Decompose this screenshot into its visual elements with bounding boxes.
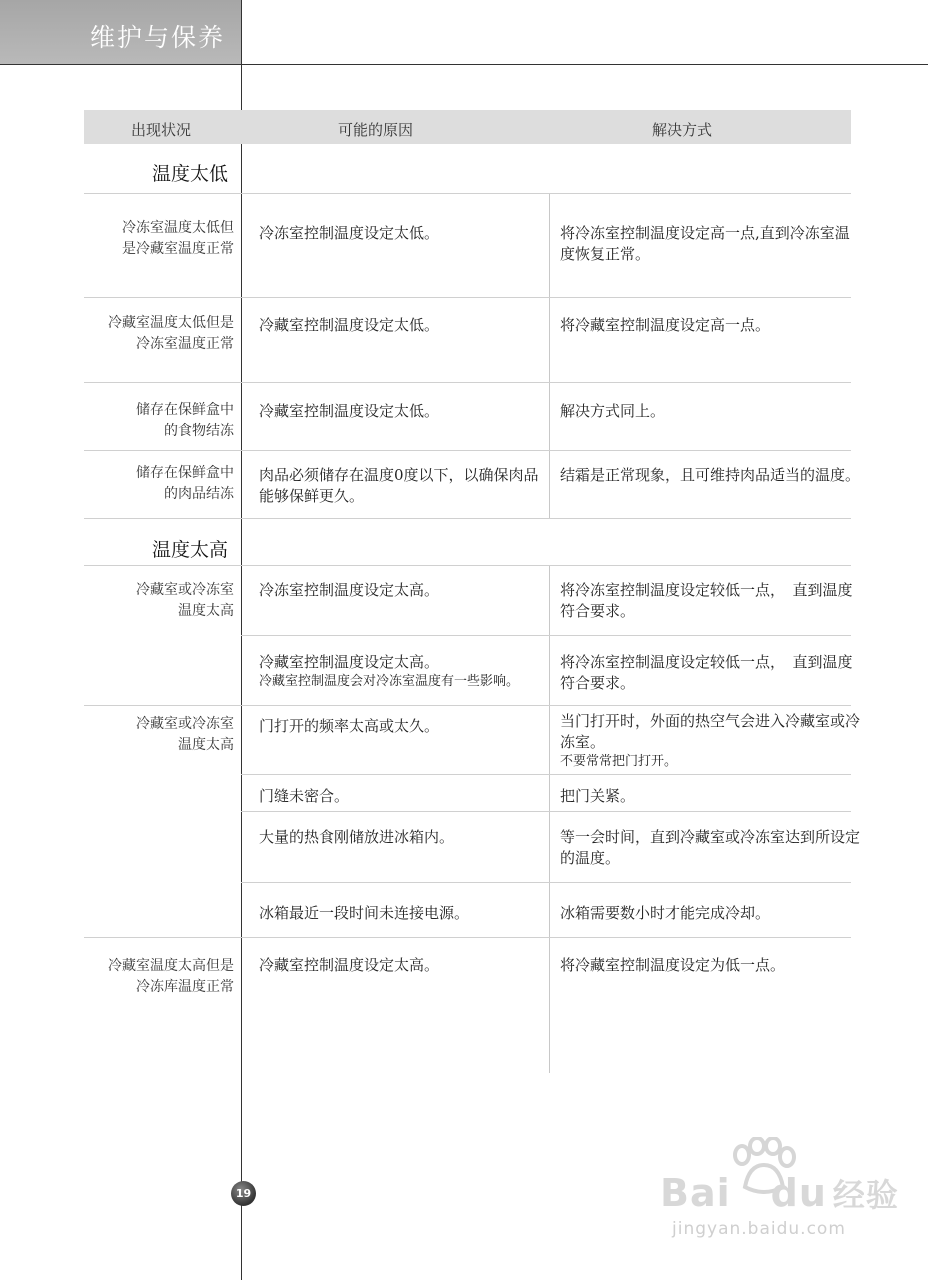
row-solution: 将冷冻室控制温度设定较低一点， 直到温度符合要求。: [560, 653, 853, 692]
row-divider: [84, 450, 851, 451]
row-cause: 冷冻室控制温度设定太高。: [259, 581, 440, 599]
watermark-url: jingyan.baidu.com: [672, 1219, 846, 1239]
solution-note: 不要常常把门打开。: [560, 754, 678, 769]
row-solution: 冰箱需要数小时才能完成冷却。: [560, 904, 771, 922]
header-cause: 可能的原因: [338, 121, 414, 139]
row-cause: 冰箱最近一段时间未连接电源。: [259, 904, 470, 922]
row-cause: 冷冻室控制温度设定太低。: [259, 224, 440, 242]
page-number: 19: [231, 1181, 256, 1206]
row-divider: [84, 297, 851, 298]
row-solution: 将冷藏室控制温度设定高一点。: [560, 316, 771, 334]
row-condition: 冷冻室温度太低但 是冷藏室温度正常: [122, 220, 234, 257]
cause-note: 冷藏室控制温度会对冷冻室温度有一些影响。: [259, 674, 520, 689]
watermark-brand-left: Bai: [660, 1171, 731, 1215]
row-divider: [241, 635, 851, 636]
row-solution: 把门关紧。: [560, 787, 636, 805]
row-cause: 冷藏室控制温度设定太低。: [259, 316, 440, 334]
solution-text: 当门打开时，外面的热空气会进入冷藏室或冷冻室。: [560, 712, 861, 751]
row-divider: [84, 565, 851, 566]
column-divider: [549, 193, 550, 518]
row-cause: 门缝未密合。: [259, 787, 350, 805]
watermark-brand-right: du: [770, 1171, 827, 1215]
row-condition: 冷藏室或冷冻室 温度太高: [136, 716, 234, 753]
cause-text: 冷藏室控制温度设定太高。: [259, 653, 440, 671]
row-condition: 冷藏室温度太高但是 冷冻库温度正常: [108, 958, 234, 995]
watermark-logo: [660, 1170, 899, 1216]
row-cause: 冷藏室控制温度设定太低。: [259, 402, 440, 420]
row-solution: 将冷冻室控制温度设定高一点,直到冷冻室温度恢复正常。: [560, 224, 850, 263]
row-solution: 解决方式同上。: [560, 402, 666, 420]
row-solution: 结霜是正常现象，且可维持肉品适当的温度。: [560, 466, 861, 484]
row-cause: 冷藏室控制温度设定太高。: [259, 956, 440, 974]
header-divider: [0, 64, 928, 65]
section-title-too-high: 温度太高: [152, 539, 229, 561]
row-divider: [84, 193, 851, 194]
column-divider: [549, 565, 550, 1073]
row-solution: [560, 711, 864, 771]
row-divider: [84, 518, 851, 519]
row-condition: 储存在保鲜盒中 的食物结冻: [136, 402, 234, 439]
row-solution: 将冷藏室控制温度设定为低一点。: [560, 956, 786, 974]
row-divider: [241, 774, 851, 775]
section-title-too-low: 温度太低: [152, 163, 229, 185]
left-column-rule: [241, 0, 242, 1280]
watermark-brand-cn: 经验: [832, 1176, 899, 1214]
row-solution: 等一会时间，直到冷藏室或冷冻室达到所设定的温度。: [560, 828, 861, 867]
row-condition: 储存在保鲜盒中 的肉品结冻: [136, 465, 234, 502]
row-condition: 冷藏室或冷冻室 温度太高: [136, 582, 234, 619]
header-condition: 出现状况: [131, 121, 192, 139]
row-cause: 大量的热食刚储放进冰箱内。: [259, 828, 455, 846]
row-cause: 肉品必须储存在温度0度以下，以确保肉品能够保鲜更久。: [259, 466, 539, 505]
row-divider: [84, 705, 851, 706]
row-condition: 冷藏室温度太低但是 冷冻室温度正常: [108, 315, 234, 352]
table-header: [84, 110, 851, 144]
row-divider: [84, 382, 851, 383]
header-solution: 解决方式: [652, 121, 713, 139]
row-divider: [241, 811, 851, 812]
row-cause: 门打开的频率太高或太久。: [259, 717, 440, 735]
row-cause: [259, 652, 549, 691]
row-solution: 将冷冻室控制温度设定较低一点， 直到温度符合要求。: [560, 581, 853, 620]
row-divider: [241, 882, 851, 883]
row-divider: [84, 937, 851, 938]
page-title: 维护与保养: [90, 23, 226, 52]
